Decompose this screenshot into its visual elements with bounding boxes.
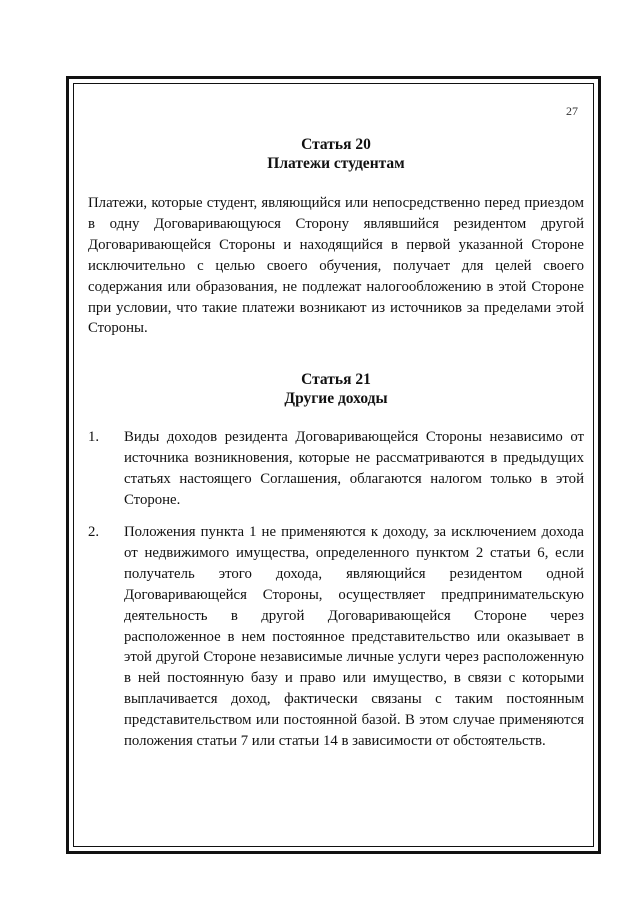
item-2-number: 2. <box>88 524 100 540</box>
page-number: 27 <box>566 104 578 118</box>
article-20-text: Платежи, которые студент, являющийся или непосредственно перед приездом в одну Договаривающуюся Сторону являвшийся резидентом другой Договаривающейся Стороны и находящийся в первой указанной Стороне исключительно с целью своего обучения, получает для целей своего содержания или образования, не подлежат налогообложению в этой Стороне при условии, что такие платежи возникают из источников за пределами этой Стороны. <box>88 195 584 337</box>
item-1-number: 1. <box>88 429 100 445</box>
article-21-title: Другие доходы <box>284 390 388 407</box>
article-21-heading: Статья 21 <box>301 371 371 388</box>
item-1-text: Виды доходов резидента Договаривающейся Стороны независимо от источника возникновения, которые не рассматриваются в предыдущих статьях настоящего Соглашения, облагаются налогом только в этой Стороне. <box>124 429 584 508</box>
article-20-heading: Статья 20 <box>301 136 371 153</box>
item-2-text: Положения пункта 1 не применяются к доходу, за исключением дохода от недвижимого имущества, определенного пунктом 2 статьи 6, если получатель этого дохода, являющийся резидентом одной Договаривающейся Стороны, осуществляет предпринимательскую деятельность в другой Договаривающейся Стороне через расположенное в нем постоянное представительство или оказывает в этой другой Стороне независимые личные услуги через расположенную в ней постоянную базу и право или имущество, в связи с которыми выплачивается доход, фактически связаны с таким постоянным представительством или постоянной базой. В этом случае применяются положения статьи 7 или статьи 14 в зависимости от обстоятельств. <box>124 524 584 750</box>
article-20-title: Платежи студентам <box>267 155 405 172</box>
